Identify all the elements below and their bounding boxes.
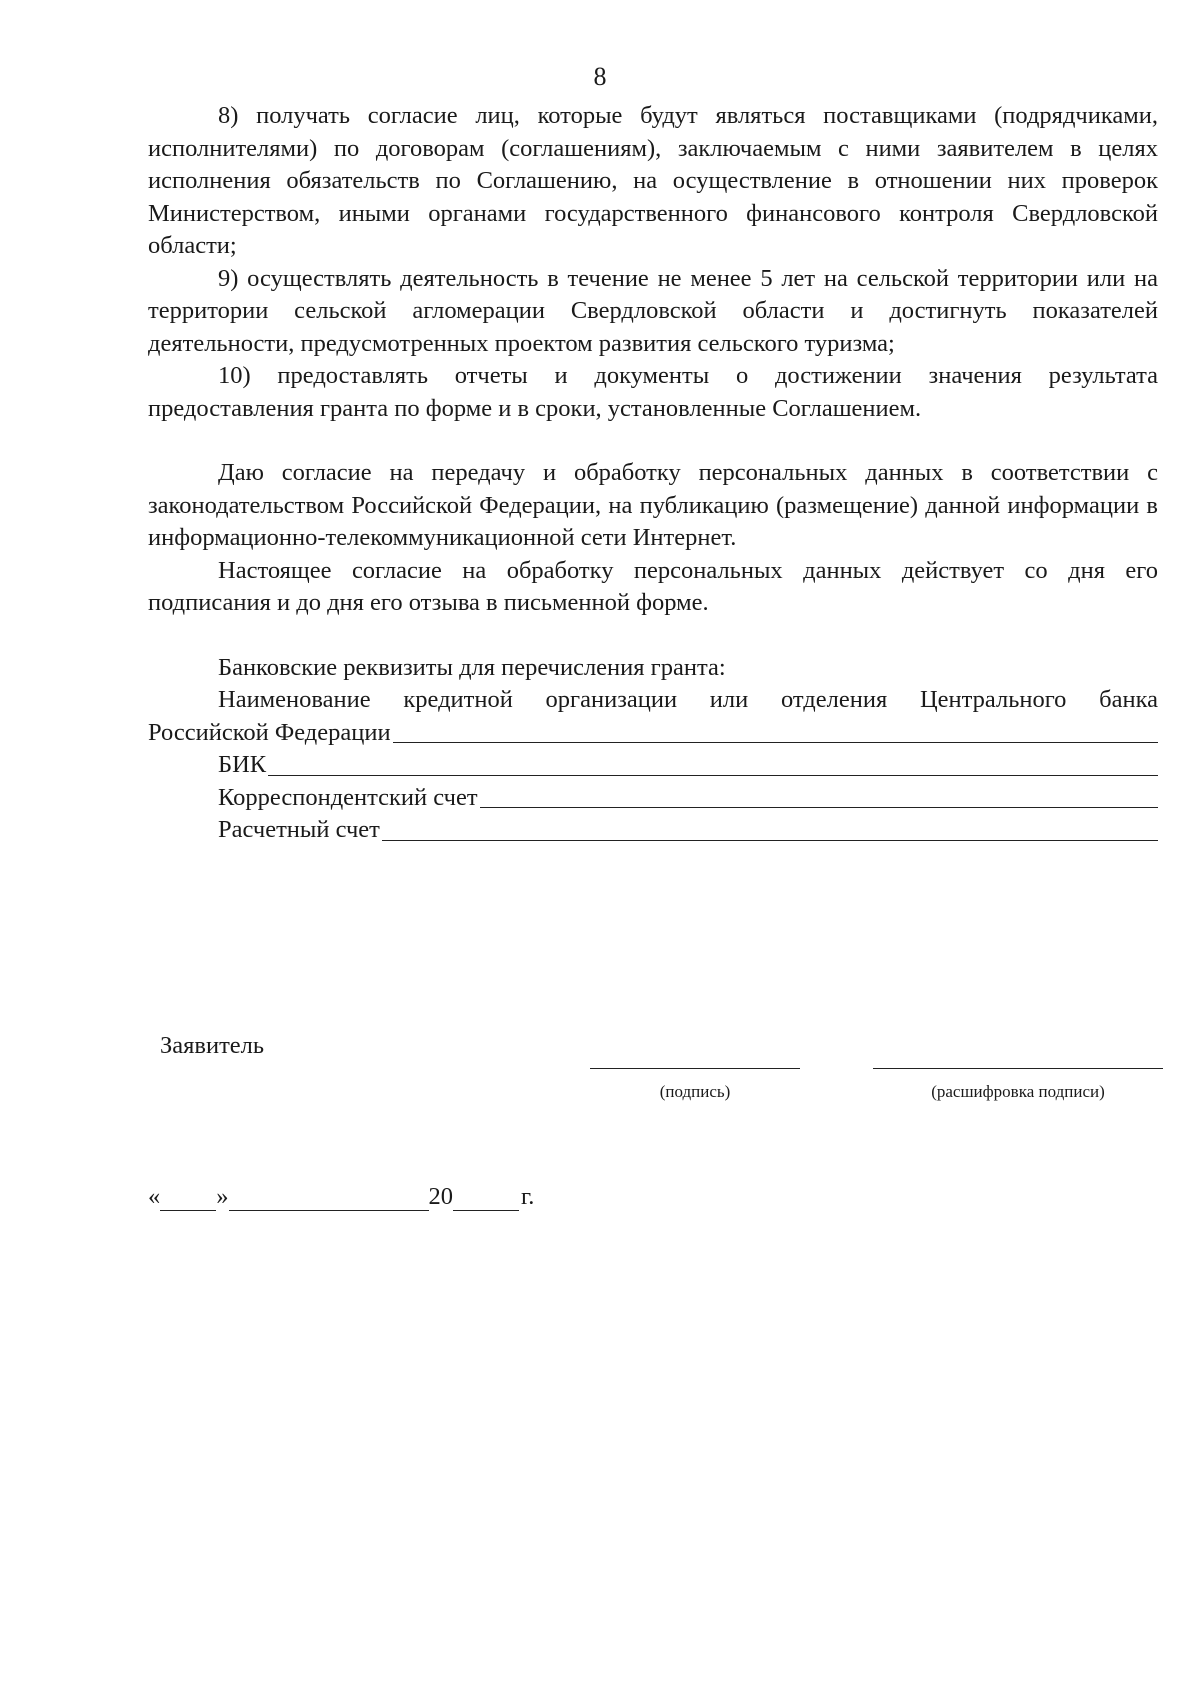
corr-account-field[interactable]	[148, 782, 1158, 815]
obligation-item-10: 10) предоставлять отчеты и документы о достижении значения результата предоставления гранта по форме и в сроки, установленные Соглашением.	[148, 362, 1158, 422]
bik-field[interactable]	[148, 749, 1158, 782]
bank-org-name-label-cont: Российской Федерации	[148, 718, 391, 746]
obligation-item-8: 8) получать согласие лиц, которые будут являться поставщиками (подрядчиками, исполнителями) по договорам (соглашениям), заключаемым с ними заявителем в целях исполнения обязательств по Соглашению, на осуществление в отношении них проверок Министерством, иными органами государственного финансового контроля Свердловской области;	[148, 102, 1158, 259]
consent-paragraph: Даю согласие на передачу и обработку персональных данных в соответствии с законодательством Российской Федерации, на публикацию (размещение) данной информации в информационно-телекоммуникационной сети Интернет.	[148, 459, 1158, 551]
date-year-suffix: г.	[521, 1183, 535, 1210]
settlement-account-label: Расчетный счет	[218, 816, 380, 843]
consent-validity-paragraph: Настоящее согласие на обработку персональных данных действует со дня его подписания и до дня его отзыва в письменной форме.	[148, 556, 1158, 616]
obligations-list	[148, 100, 1158, 847]
signature-line[interactable]	[590, 1068, 800, 1069]
bank-org-name-blank[interactable]	[393, 742, 1158, 743]
date-open-quote: «	[148, 1183, 161, 1210]
date-day-blank[interactable]	[160, 1182, 216, 1211]
bank-org-name-field[interactable]	[148, 717, 1158, 750]
applicant-label: Заявитель	[160, 1032, 265, 1059]
date-year-prefix: 20	[428, 1183, 453, 1210]
date-line	[148, 1182, 534, 1211]
settlement-account-blank[interactable]	[382, 840, 1158, 841]
corr-account-label: Корреспондентский счет	[218, 783, 478, 811]
date-close-quote: »	[216, 1183, 229, 1210]
settlement-account-field[interactable]	[148, 814, 1158, 847]
signature-decoding-caption: (расшифровка подписи)	[931, 1082, 1105, 1101]
bank-org-name-label: Наименование кредитной организации или отделения Центрального банка	[218, 686, 1158, 713]
date-year-blank[interactable]	[453, 1182, 519, 1211]
bank-details-heading: Банковские реквизиты для перечисления гранта:	[218, 653, 726, 681]
corr-account-blank[interactable]	[480, 807, 1158, 808]
page-number: 8	[593, 62, 607, 91]
date-month-blank[interactable]	[229, 1182, 429, 1211]
bik-blank[interactable]	[268, 775, 1158, 776]
signature-caption: (подпись)	[659, 1082, 731, 1101]
obligation-item-9: 9) осуществлять деятельность в течение не менее 5 лет на сельской территории или на территории сельской агломерации Свердловской области и достигнуть показателей деятельности, предусмотренных проектом развития сельского туризма;	[148, 264, 1158, 357]
bik-label: БИК	[218, 751, 267, 778]
signature-decoding-line[interactable]	[873, 1068, 1163, 1069]
